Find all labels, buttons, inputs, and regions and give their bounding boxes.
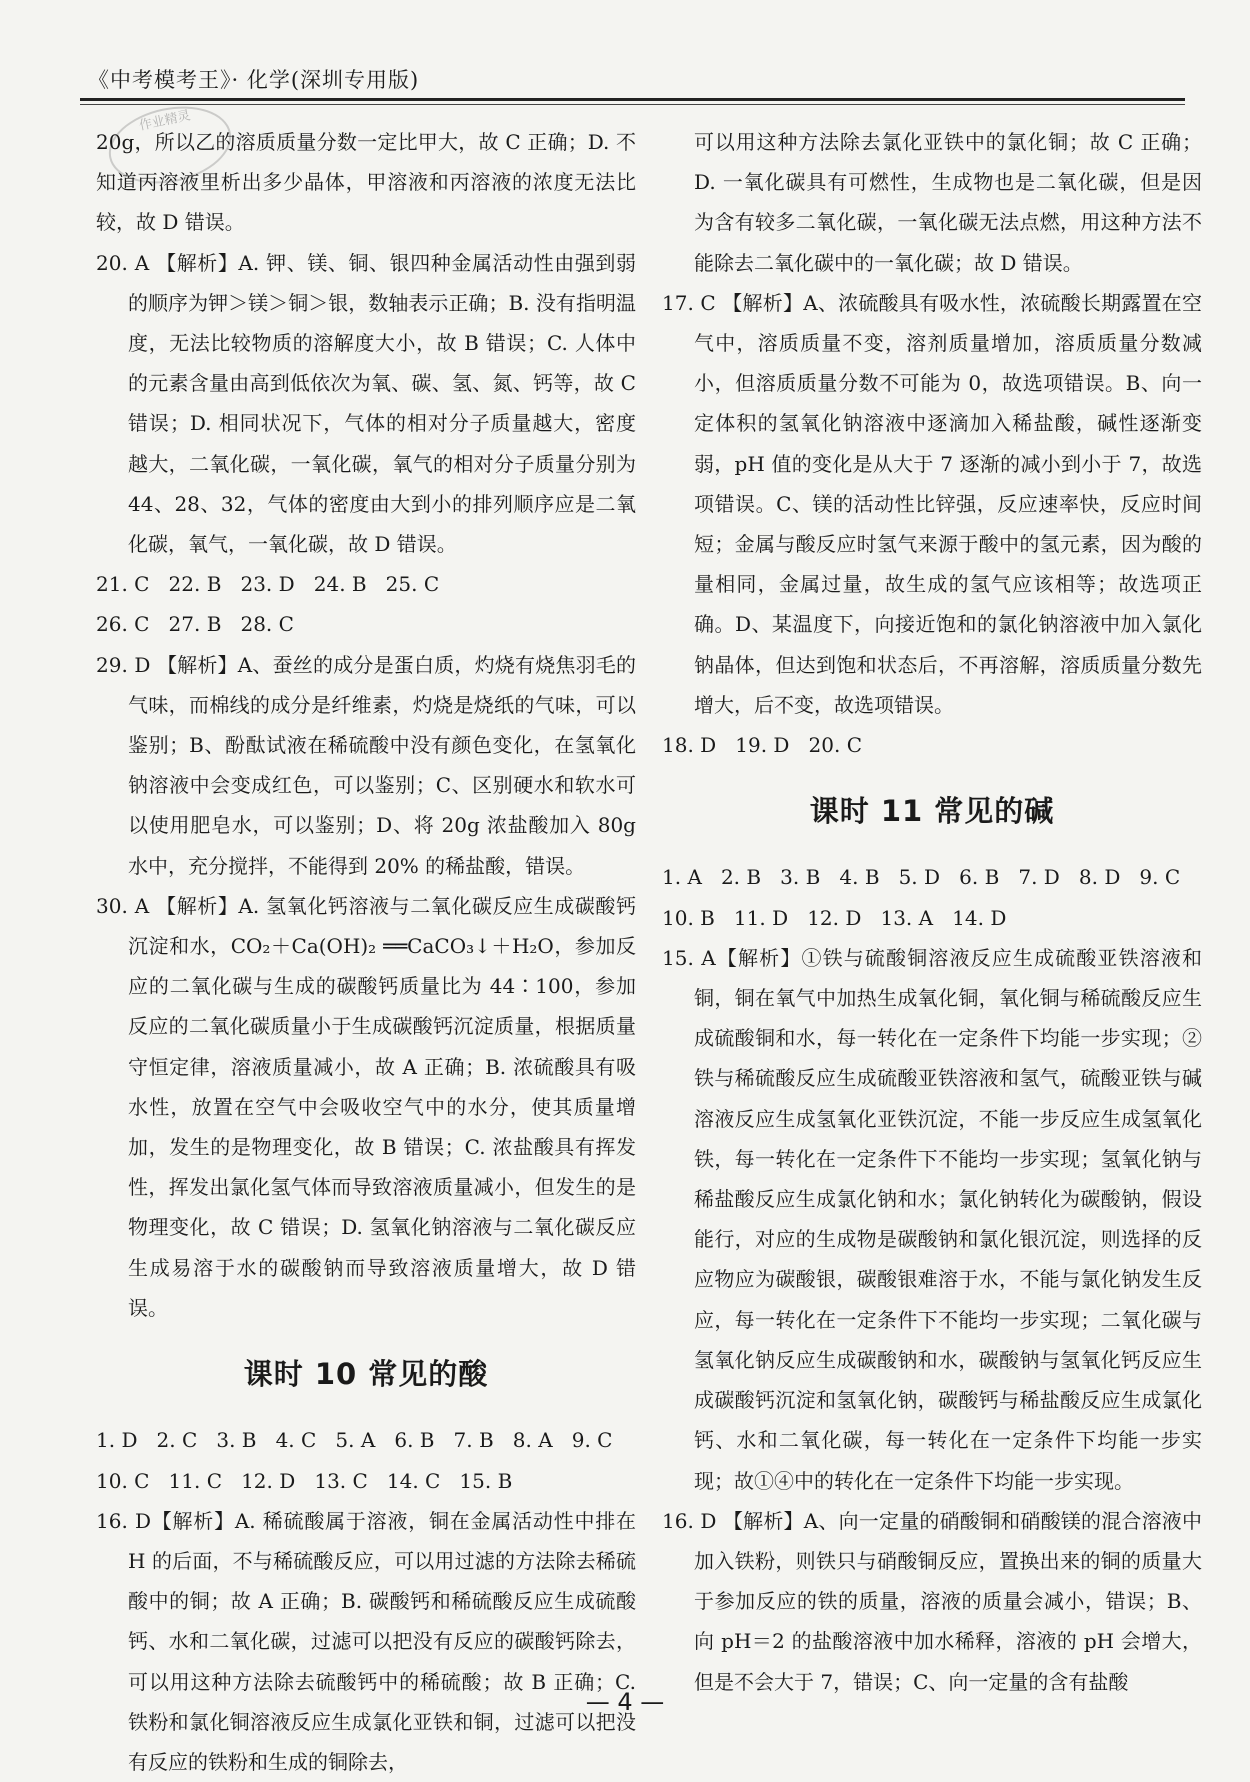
answer-key-row: 1. D 2. C 3. B 4. C 5. A 6. B 7. B 8. A 9. C [96, 1428, 613, 1453]
answer-key-row: 1. A 2. B 3. B 4. B 5. D 6. B 7. D 8. D 9. C [662, 865, 1181, 890]
left-column [96, 122, 636, 1782]
section-heading: 课时 11 常见的碱 [809, 794, 1055, 829]
answer-key-row: 10. B 11. D 12. D 13. A 14. D [662, 905, 1007, 930]
section-heading: 课时 10 常见的酸 [243, 1357, 489, 1392]
solution-paragraph: 20. A 【解析】A. 钾、镁、铜、银四种金属活动性由强到弱的顺序为钾＞镁＞铜＞银，数轴表示正确；B. 没有指明温度，无法比较物质的溶解度大小，故 B 错误；C. 人体中的元素含量由高到低依次为氧、碳、氢、氮、钙等，故 C 错误；D. 相同状况下，气体的相对分子质量越大，密度越大，二氧化碳，一氧化碳，氧气的相对分子质量分别为 44、28、32，气体的密度由大到小的排列顺序应是二氧化碳，氧气，一氧化碳，故 D 错误。 [96, 250, 636, 557]
solution-paragraph: 29. D 【解析】A、蚕丝的成分是蛋白质，灼烧有烧焦羽毛的气味，而棉线的成分是纤维素，灼烧是烧纸的气味，可以鉴别；B、酚酞试液在稀硫酸中没有颜色变化，在氢氧化钠溶液中会变成红色，可以鉴别；C、区别硬水和软水可以使用肥皂水，可以鉴别；D、将 20g 浓盐酸加入 80g 水中，充分搅拌，不能得到 20% 的稀盐酸，错误。 [96, 652, 636, 878]
answer-key-row: 21. C 22. B 23. D 24. B 25. C [96, 572, 440, 597]
solution-paragraph: 30. A 【解析】A. 氢氧化钙溶液与二氧化碳反应生成碳酸钙沉淀和水，CO₂＋Ca(OH)₂ ══CaCO₃↓＋H₂O，参加反应的二氧化碳与生成的碳酸钙质量比为 44∶100，参加反应的二氧化碳质量小于生成碳酸钙沉淀质量，根据质量守恒定律，溶液质量减小，故 A 正确；B. 浓硫酸具有吸水性，放置在空气中会吸收空气中的水分，使其质量增加，发生的是物理变化，故 B 错误；C. 浓盐酸具有挥发性，挥发出氯化氢气体而导致溶液质量减小，但发生的是物理变化，故 C 错误；D. 氢氧化钠溶液与二氧化碳反应生成易溶于水的碳酸钠而导致溶液质量增大，故 D 错误。 [96, 893, 636, 1320]
solution-paragraph: 15. A【解析】①铁与硫酸铜溶液反应生成硫酸亚铁溶液和铜，铜在氧气中加热生成氧化铜，氧化铜与稀硫酸反应生成硫酸铜和水，每一转化在一定条件下均能一步实现；②铁与稀硫酸反应生成硫酸亚铁溶液和氢气，硫酸亚铁与碱溶液反应生成氢氧化亚铁沉淀，不能一步反应生成氢氧化铁，每一转化在一定条件下不能均一步实现；氢氧化钠与稀盐酸反应生成氯化钠和水；氯化钠转化为碳酸钠，假设能行，对应的生成物是碳酸钠和氯化银沉淀，则选择的反应物应为碳酸银，碳酸银难溶于水，不能与氯化钠发生反应，每一转化在一定条件下不能均一步实现；二氧化碳与氢氧化钠反应生成碳酸钠和水，碳酸钠与氢氧化钙反应生成碳酸钙沉淀和氢氧化钠，碳酸钙与稀盐酸反应生成氯化钙、水和二氧化碳，每一转化在一定条件下均能一步实现；故①④中的转化在一定条件下均能一步实现。 [662, 945, 1202, 1493]
answer-key-row: 26. C 27. B 28. C [96, 612, 294, 637]
solution-paragraph: 16. D【解析】A. 稀硫酸属于溶液，铜在金属活动性中排在 H 的后面，不与稀硫酸反应，可以用过滤的方法除去稀硫酸中的铜；故 A 正确；B. 碳酸钙和稀硫酸反应生成硫酸钙、水和二氧化碳，过滤可以把没有反应的碳酸钙除去，可以用这种方法除去硫酸钙中的稀硫酸；故 B 正确；C. 铁粉和氯化铜溶液反应生成氯化亚铁和铜，过滤可以把没有反应的铁粉和生成的铜除去， [96, 1508, 636, 1774]
answer-key-row: 10. C 11. C 12. D 13. C 14. C 15. B [96, 1468, 513, 1493]
header-rule-thin [80, 104, 1185, 105]
watermark-stamp: 作业精灵 [102, 96, 239, 194]
right-column [662, 122, 1202, 1702]
header-rule [80, 98, 1185, 101]
solution-paragraph: 20g，所以乙的溶质质量分数一定比甲大，故 C 正确；D. 不知道丙溶液里析出多少晶体，甲溶液和丙溶液的浓度无法比较，故 D 错误。 [96, 130, 636, 235]
page-number: — 4 — [585, 1688, 665, 1716]
running-header: 《中考模考王》· 化学(深圳专用版) [88, 68, 420, 92]
answer-key-row: 18. D 19. D 20. C [662, 733, 863, 758]
solution-paragraph: 可以用这种方法除去氯化亚铁中的氯化铜；故 C 正确；D. 一氧化碳具有可燃性，生成物也是二氧化碳，但是因为含有较多二氧化碳，一氧化碳无法点燃，用这种方法不能除去二氧化碳中的一氧化碳；故 D 错误。 [694, 130, 1202, 275]
solution-paragraph: 17. C 【解析】A、浓硫酸具有吸水性，浓硫酸长期露置在空气中，溶质质量不变，溶剂质量增加，溶质质量分数减小，但溶质质量分数不可能为 0，故选项错误。B、向一定体积的氢氧化钠溶液中逐滴加入稀盐酸，碱性逐渐变弱，pH 值的变化是从大于 7 逐渐的减小到小于 7，故选项错误。C、镁的活动性比锌强，反应速率快，反应时间短；金属与酸反应时氢气来源于酸中的氢元素，因为酸的量相同，金属过量，故生成的氢气应该相等；故选项正确。D、某温度下，向接近饱和的氯化钠溶液中加入氯化钠晶体，但达到饱和状态后，不再溶解，溶质质量分数先增大，后不变，故选项错误。 [662, 290, 1202, 717]
solution-paragraph: 16. D 【解析】A、向一定量的硝酸铜和硝酸镁的混合溶液中加入铁粉，则铁只与硝酸铜反应，置换出来的铜的质量大于参加反应的铁的质量，溶液的质量会减小，错误；B、向 pH＝2 的盐酸溶液中加水稀释，溶液的 pH 会增大，但是不会大于 7，错误；C、向一定量的含有盐酸 [662, 1508, 1202, 1694]
